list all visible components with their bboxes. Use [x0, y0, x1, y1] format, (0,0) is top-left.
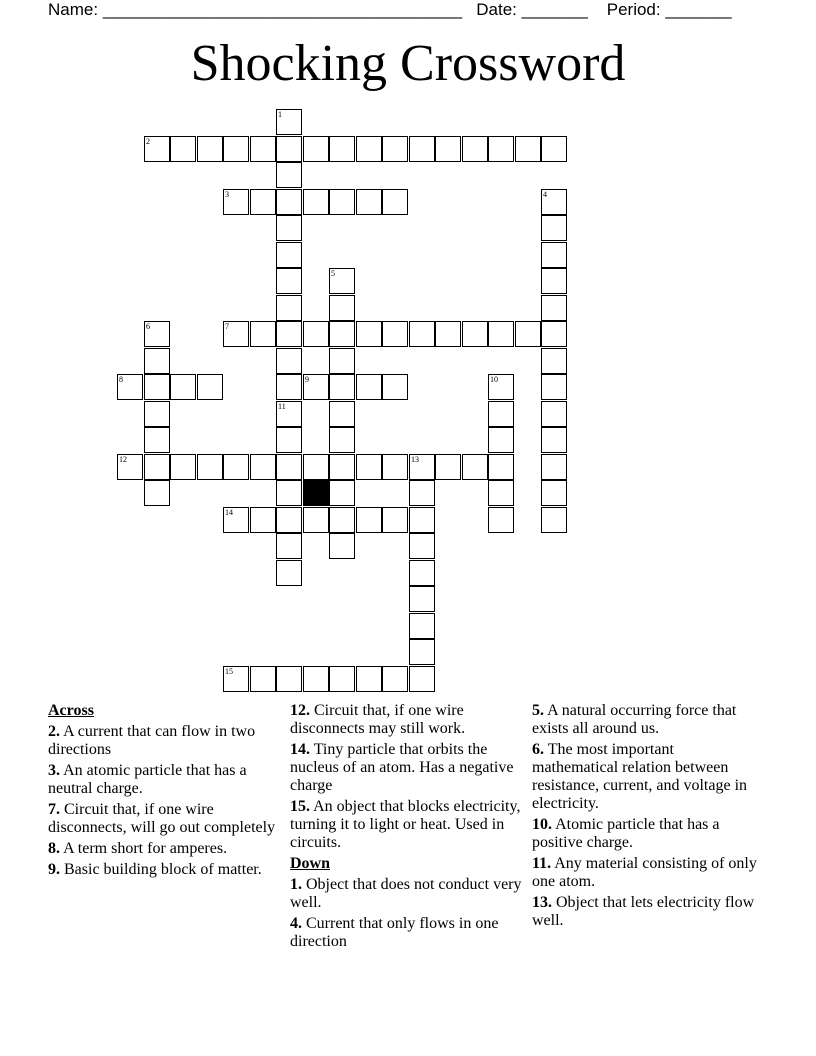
- grid-cell[interactable]: [276, 295, 302, 321]
- grid-cell[interactable]: [250, 136, 276, 162]
- grid-cell[interactable]: [409, 639, 435, 665]
- grid-cell[interactable]: [250, 507, 276, 533]
- black-cell: [303, 480, 329, 506]
- grid-cell[interactable]: [435, 136, 461, 162]
- clue-number: 7: [225, 322, 229, 331]
- clues-column-1: [48, 702, 280, 882]
- grid-cell[interactable]: [329, 268, 355, 294]
- grid-cell[interactable]: [223, 666, 249, 692]
- grid-cell[interactable]: [303, 189, 329, 215]
- down-clue: [290, 876, 522, 912]
- grid-cell[interactable]: [515, 321, 541, 347]
- grid-cell[interactable]: [276, 374, 302, 400]
- grid-cell[interactable]: [515, 136, 541, 162]
- grid-cell[interactable]: [276, 560, 302, 586]
- grid-cell[interactable]: [541, 215, 567, 241]
- grid-cell[interactable]: [144, 480, 170, 506]
- across-heading: Across: [48, 702, 94, 719]
- clue-number-label: 14.: [290, 741, 310, 758]
- grid-cell[interactable]: [303, 666, 329, 692]
- grid-cell[interactable]: [144, 321, 170, 347]
- grid-cell[interactable]: [276, 480, 302, 506]
- grid-cell[interactable]: [409, 321, 435, 347]
- grid-cell[interactable]: [356, 189, 382, 215]
- clue-number: 6: [146, 322, 150, 331]
- across-clue: [48, 762, 280, 798]
- grid-cell[interactable]: [409, 613, 435, 639]
- clue-number-label: 2.: [48, 723, 60, 740]
- down-clue: [532, 855, 764, 891]
- grid-cell[interactable]: [276, 507, 302, 533]
- header-line: [48, 0, 732, 20]
- grid-cell[interactable]: [117, 374, 143, 400]
- clue-text: Any material consisting of only one atom.: [532, 855, 757, 890]
- grid-cell[interactable]: [541, 295, 567, 321]
- clue-text: Object that lets electricity flow well.: [532, 894, 755, 929]
- across-clue: [290, 798, 522, 852]
- grid-cell[interactable]: [117, 454, 143, 480]
- grid-cell[interactable]: [276, 268, 302, 294]
- clue-number-label: 7.: [48, 801, 60, 818]
- grid-cell[interactable]: [462, 321, 488, 347]
- clue-number: 1: [278, 110, 282, 119]
- grid-cell[interactable]: [541, 401, 567, 427]
- grid-cell[interactable]: [329, 666, 355, 692]
- grid-cell[interactable]: [541, 427, 567, 453]
- grid-cell[interactable]: [329, 348, 355, 374]
- grid-cell[interactable]: [276, 427, 302, 453]
- clue-number-label: 1.: [290, 876, 302, 893]
- grid-cell[interactable]: [276, 215, 302, 241]
- clue-text: Basic building block of matter.: [60, 861, 262, 878]
- grid-cell[interactable]: [409, 533, 435, 559]
- clue-number-label: 6.: [532, 741, 544, 758]
- grid-cell[interactable]: [541, 507, 567, 533]
- grid-cell[interactable]: [223, 507, 249, 533]
- grid-cell[interactable]: [276, 533, 302, 559]
- grid-cell[interactable]: [462, 454, 488, 480]
- clue-text: A natural occurring force that exists all around us.: [532, 702, 737, 737]
- clue-number: 15: [225, 667, 233, 676]
- clue-number-label: 3.: [48, 762, 60, 779]
- grid-cell[interactable]: [488, 374, 514, 400]
- clue-number: 13: [411, 455, 419, 464]
- grid-cell[interactable]: [223, 454, 249, 480]
- clue-text: Circuit that, if one wire disconnects may still work.: [290, 702, 466, 737]
- grid-cell[interactable]: [303, 507, 329, 533]
- grid-cell[interactable]: [276, 136, 302, 162]
- clue-text: Atomic particle that has a positive charge.: [532, 816, 720, 851]
- down-clue: [532, 702, 764, 738]
- name-line[interactable]: ______________________________________: [102, 0, 463, 19]
- grid-cell[interactable]: [409, 454, 435, 480]
- grid-cell[interactable]: [144, 454, 170, 480]
- grid-cell[interactable]: [223, 136, 249, 162]
- grid-cell[interactable]: [541, 242, 567, 268]
- grid-cell[interactable]: [435, 454, 461, 480]
- grid-cell[interactable]: [329, 401, 355, 427]
- grid-cell[interactable]: [144, 374, 170, 400]
- down-heading: Down: [290, 855, 331, 872]
- grid-cell[interactable]: [276, 321, 302, 347]
- clue-number-label: 10.: [532, 816, 552, 833]
- clue-text: A current that can flow in two directions: [48, 723, 256, 758]
- down-clue: [532, 816, 764, 852]
- down-clue: [532, 741, 764, 813]
- grid-cell[interactable]: [541, 374, 567, 400]
- grid-cell[interactable]: [197, 374, 223, 400]
- grid-cell[interactable]: [250, 189, 276, 215]
- across-clue: [290, 702, 522, 738]
- clue-number-label: 5.: [532, 702, 544, 719]
- grid-cell[interactable]: [250, 321, 276, 347]
- period-line[interactable]: _______: [665, 0, 732, 19]
- grid-cell[interactable]: [329, 295, 355, 321]
- grid-cell[interactable]: [382, 454, 408, 480]
- grid-cell[interactable]: [488, 401, 514, 427]
- clue-number: 10: [490, 375, 498, 384]
- clue-number: 11: [278, 402, 286, 411]
- clue-text: An atomic particle that has a neutral charge.: [48, 762, 247, 797]
- grid-cell[interactable]: [488, 136, 514, 162]
- clue-number: 3: [225, 190, 229, 199]
- clue-number-label: 15.: [290, 798, 310, 815]
- clue-number: 9: [305, 375, 309, 384]
- grid-cell[interactable]: [409, 507, 435, 533]
- clue-text: Circuit that, if one wire disconnects, will go out completely: [48, 801, 276, 836]
- clue-number-label: 9.: [48, 861, 60, 878]
- grid-cell[interactable]: [250, 666, 276, 692]
- grid-cell[interactable]: [488, 480, 514, 506]
- grid-cell[interactable]: [276, 454, 302, 480]
- grid-cell[interactable]: [197, 454, 223, 480]
- grid-cell[interactable]: [329, 480, 355, 506]
- clue-number-label: 4.: [290, 915, 302, 932]
- grid-cell[interactable]: [435, 321, 461, 347]
- grid-cell[interactable]: [303, 136, 329, 162]
- clue-text: An object that blocks electricity, turning it to light or heat. Used in circuits.: [290, 798, 521, 851]
- grid-cell[interactable]: [329, 507, 355, 533]
- grid-cell[interactable]: [382, 666, 408, 692]
- grid-cell[interactable]: [170, 454, 196, 480]
- grid-cell[interactable]: [488, 454, 514, 480]
- clue-number-label: 8.: [48, 840, 60, 857]
- period-label: Period:: [606, 0, 661, 19]
- grid-cell[interactable]: [488, 321, 514, 347]
- clue-number: 2: [146, 137, 150, 146]
- grid-cell[interactable]: [329, 374, 355, 400]
- grid-cell[interactable]: [356, 507, 382, 533]
- clue-number: 4: [543, 190, 547, 199]
- grid-cell[interactable]: [541, 454, 567, 480]
- grid-cell[interactable]: [144, 401, 170, 427]
- clue-number-label: 11.: [532, 855, 552, 872]
- across-clue: [290, 741, 522, 795]
- across-clue: [48, 861, 280, 879]
- across-clue-list: [48, 723, 280, 879]
- down-clue-list: [290, 876, 522, 951]
- grid-cell[interactable]: [382, 136, 408, 162]
- date-label: Date:: [476, 0, 517, 19]
- grid-cell[interactable]: [382, 321, 408, 347]
- clue-number: 14: [225, 508, 233, 517]
- across-clue: [48, 801, 280, 837]
- grid-cell[interactable]: [276, 242, 302, 268]
- grid-cell[interactable]: [223, 321, 249, 347]
- grid-cell[interactable]: [329, 189, 355, 215]
- grid-cell[interactable]: [356, 136, 382, 162]
- grid-cell[interactable]: [382, 374, 408, 400]
- grid-cell[interactable]: [409, 560, 435, 586]
- date-line[interactable]: _______: [521, 0, 588, 19]
- down-clue-list-continued: [532, 702, 764, 930]
- grid-cell[interactable]: [541, 348, 567, 374]
- clue-number: 12: [119, 455, 127, 464]
- grid-cell[interactable]: [276, 348, 302, 374]
- grid-cell[interactable]: [303, 374, 329, 400]
- clue-text: Object that does not conduct very well.: [290, 876, 522, 911]
- grid-cell[interactable]: [144, 136, 170, 162]
- clue-number-label: 13.: [532, 894, 552, 911]
- grid-cell[interactable]: [329, 321, 355, 347]
- grid-cell[interactable]: [329, 454, 355, 480]
- grid-cell[interactable]: [144, 348, 170, 374]
- grid-cell[interactable]: [541, 268, 567, 294]
- grid-cell[interactable]: [250, 454, 276, 480]
- grid-cell[interactable]: [329, 427, 355, 453]
- clue-text: The most important mathematical relation between resistance, current, and voltage in electricity.: [532, 741, 748, 812]
- across-clue: [48, 723, 280, 759]
- grid-cell[interactable]: [356, 321, 382, 347]
- across-clue: [48, 840, 280, 858]
- page-title: Shocking Crossword: [190, 35, 626, 92]
- clue-text: A term short for amperes.: [60, 840, 228, 857]
- grid-cell[interactable]: [541, 136, 567, 162]
- grid-cell[interactable]: [276, 189, 302, 215]
- across-clue-list-continued: [290, 702, 522, 852]
- grid-cell[interactable]: [329, 533, 355, 559]
- grid-cell[interactable]: [144, 427, 170, 453]
- clue-number-label: 12.: [290, 702, 310, 719]
- grid-cell[interactable]: [382, 507, 408, 533]
- grid-cell[interactable]: [488, 427, 514, 453]
- grid-cell[interactable]: [303, 454, 329, 480]
- name-label: Name:: [48, 0, 99, 19]
- grid-cell[interactable]: [409, 480, 435, 506]
- clue-number: 5: [331, 269, 335, 278]
- grid-cell[interactable]: [409, 136, 435, 162]
- clues-column-2: [290, 702, 522, 954]
- grid-cell[interactable]: [223, 189, 249, 215]
- clue-number: 8: [119, 375, 123, 384]
- clue-text: Tiny particle that orbits the nucleus of an atom. Has a negative charge: [290, 741, 514, 794]
- grid-cell[interactable]: [356, 374, 382, 400]
- grid-cell[interactable]: [409, 666, 435, 692]
- grid-cell[interactable]: [197, 136, 223, 162]
- clue-text: Current that only flows in one direction: [290, 915, 499, 950]
- grid-cell[interactable]: [276, 401, 302, 427]
- down-clue: [290, 915, 522, 951]
- grid-cell[interactable]: [276, 109, 302, 135]
- grid-cell[interactable]: [276, 162, 302, 188]
- grid-cell[interactable]: [382, 189, 408, 215]
- grid-cell[interactable]: [541, 321, 567, 347]
- grid-cell[interactable]: [462, 136, 488, 162]
- grid-cell[interactable]: [303, 321, 329, 347]
- grid-cell[interactable]: [409, 586, 435, 612]
- clues-column-3: [532, 702, 764, 933]
- grid-cell[interactable]: [356, 666, 382, 692]
- grid-cell[interactable]: [170, 136, 196, 162]
- grid-cell[interactable]: [356, 454, 382, 480]
- down-clue: [532, 894, 764, 930]
- grid-cell[interactable]: [170, 374, 196, 400]
- grid-cell[interactable]: [541, 189, 567, 215]
- grid-cell[interactable]: [541, 480, 567, 506]
- grid-cell[interactable]: [329, 136, 355, 162]
- grid-cell[interactable]: [276, 666, 302, 692]
- grid-cell[interactable]: [488, 507, 514, 533]
